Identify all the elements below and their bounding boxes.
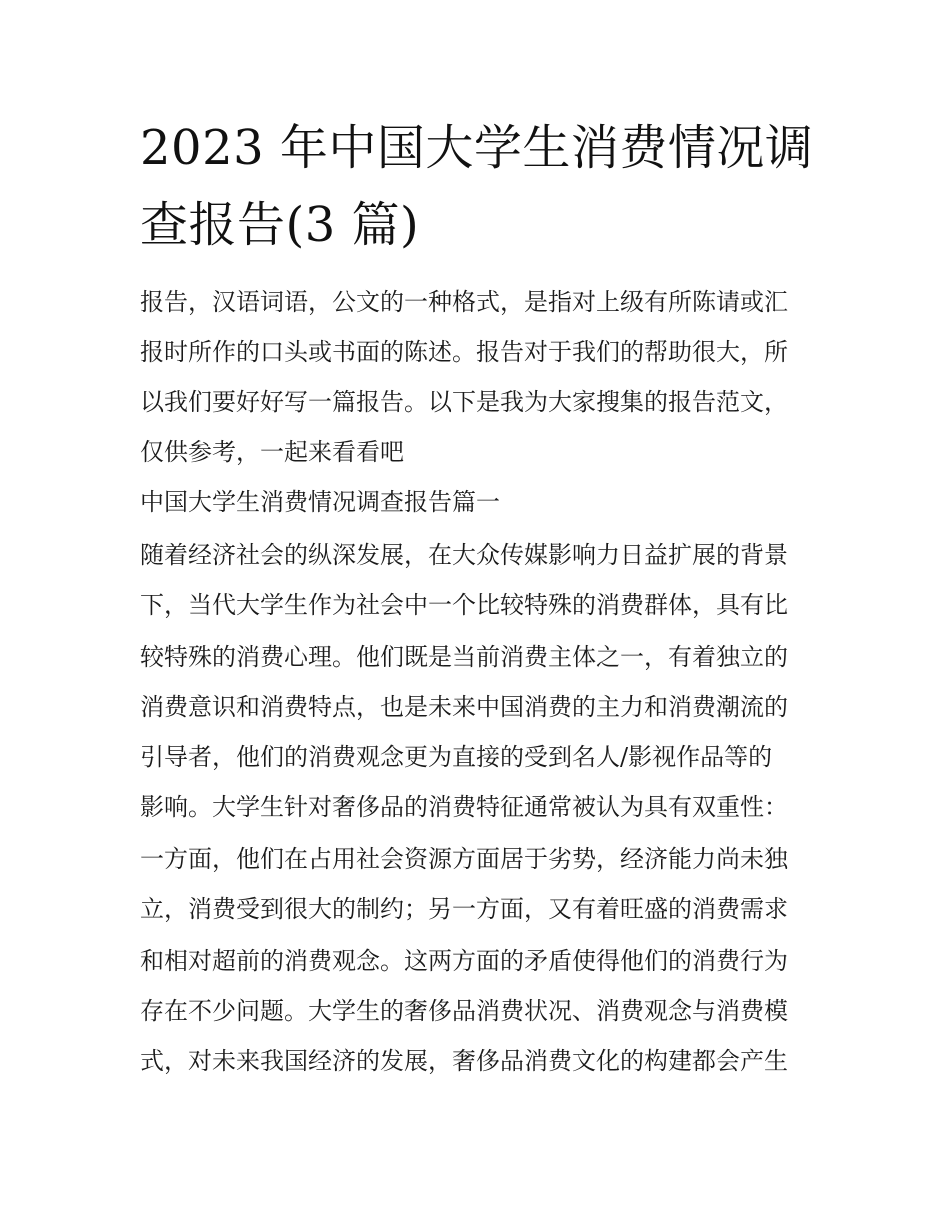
body-line: 式，对未来我国经济的发展，奢侈品消费文化的构建都会产生 (140, 1047, 788, 1075)
body-line: 较特殊的消费心理。他们既是当前消费主体之一，有着独立的 (140, 643, 788, 671)
body-line: 影响。大学生针对奢侈品的消费特征通常被认为具有双重性： (140, 793, 788, 821)
document-title-line-1: 2023 年中国大学生消费情况调 (140, 120, 814, 176)
intro-line: 以我们要好好写一篇报告。以下是我为大家搜集的报告范文， (140, 388, 788, 416)
body-line: 下，当代大学生作为社会中一个比较特殊的消费群体，具有比 (140, 591, 788, 619)
body-line: 和相对超前的消费观念。这两方面的矛盾使得他们的消费行为 (140, 947, 788, 975)
body-line: 消费意识和消费特点，也是未来中国消费的主力和消费潮流的 (140, 693, 788, 721)
body-line: 立，消费受到很大的制约；另一方面，又有着旺盛的消费需求 (140, 895, 788, 923)
body-line: 引导者，他们的消费观念更为直接的受到名人/影视作品等的 (140, 743, 773, 771)
body-line: 随着经济社会的纵深发展，在大众传媒影响力日益扩展的背景 (140, 541, 788, 569)
intro-line: 报时所作的口头或书面的陈述。报告对于我们的帮助很大，所 (140, 338, 788, 366)
document-title-line-2: 查报告(3 篇) (140, 197, 420, 253)
body-line: 存在不少问题。大学生的奢侈品消费状况、消费观念与消费模 (140, 997, 788, 1025)
body-line: 一方面，他们在占用社会资源方面居于劣势，经济能力尚未独 (140, 845, 788, 873)
section-heading: 中国大学生消费情况调查报告篇一 (140, 488, 500, 516)
intro-line: 报告，汉语词语，公文的一种格式，是指对上级有所陈请或汇 (140, 288, 788, 316)
intro-line: 仅供参考，一起来看看吧 (140, 438, 404, 466)
